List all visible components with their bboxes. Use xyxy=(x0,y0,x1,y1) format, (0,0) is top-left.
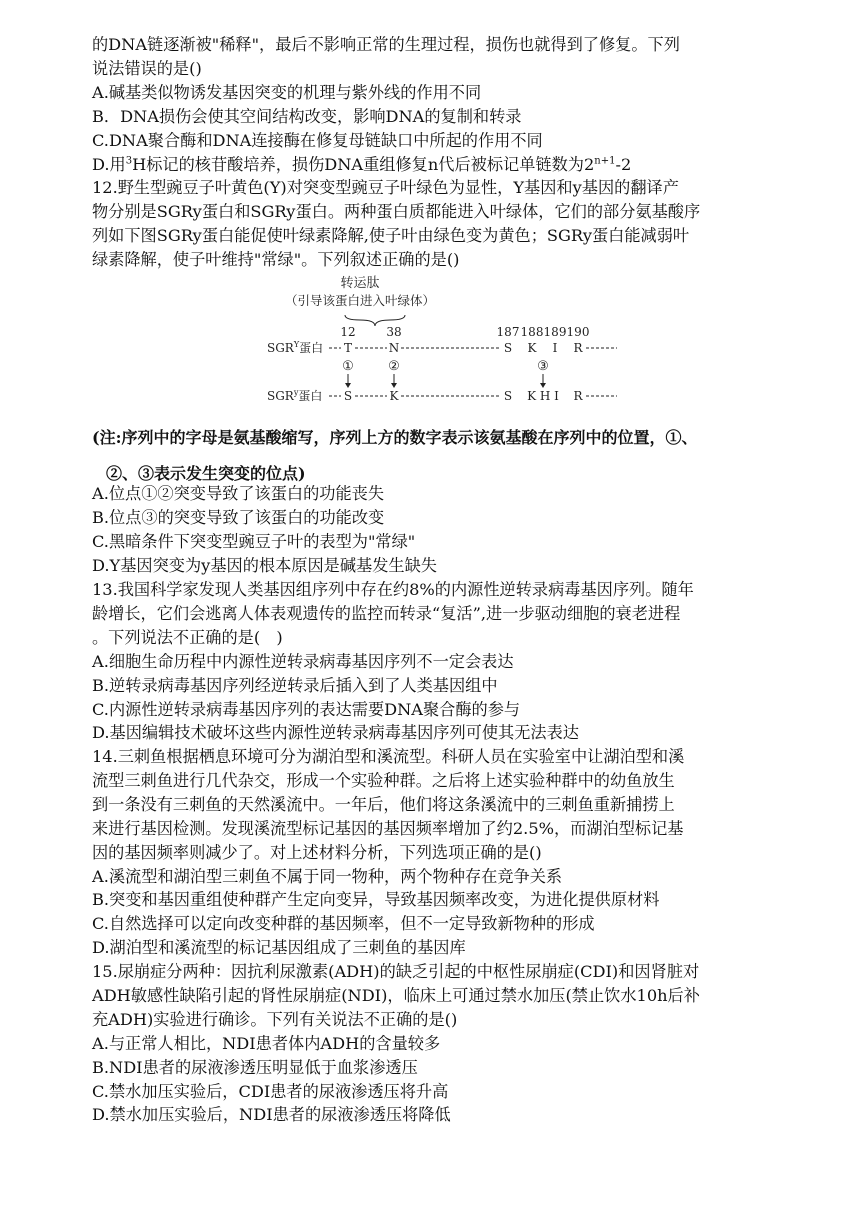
option-b: B.突变和基因重组使种群产生定向变异，导致基因频率改变，为进化提供原材料 xyxy=(92,890,660,910)
option-c: C.内源性逆转录病毒基因序列的表达需要DNA聚合酶的参与 xyxy=(92,699,521,719)
option-c: C.禁水加压实验后，CDI患者的尿液渗透压将升高 xyxy=(92,1081,449,1101)
arrow-head xyxy=(540,383,546,388)
text-line: 充ADH)实验进行确诊。下列有关说法不正确的是() xyxy=(92,1009,458,1029)
residue-T: T xyxy=(343,341,353,355)
option-d: D.Y基因突变为y基因的根本原因是碱基发生缺失 xyxy=(92,555,437,575)
position-12: 12 xyxy=(340,325,356,339)
peptide-title: 转运肽 xyxy=(340,276,380,291)
text-line: ADH敏感性缺陷引起的肾性尿崩症(NDI)，临床上可通过禁水加压(禁止饮水10h后补 xyxy=(92,985,700,1005)
position-189: 189 xyxy=(543,325,567,339)
note-line: (注:序列中的字母是氨基酸缩写，序列上方的数字表示该氨基酸在序列中的位置，①、 xyxy=(92,428,698,447)
protein-sequence-figure xyxy=(255,274,635,410)
position-38: 38 xyxy=(386,325,402,339)
option-a: A.位点①②突变导致了该蛋白的功能丧失 xyxy=(92,484,385,503)
option-d: D.用$^3$H标记的核苷酸培养，损伤DNA重组修复n代后被标记单链数为$2^{n+1}-2$ xyxy=(92,154,632,174)
mutation-mark-3: ③ xyxy=(537,359,549,374)
text-line: 。下列说法不正确的是( ) xyxy=(92,627,283,647)
option-b: B．DNA损伤会使其空间结构改变，影响DNA的复制和转录 xyxy=(92,106,522,126)
sgr-mutant-label: SGR$^y$蛋白 xyxy=(267,388,323,403)
option-b: B.逆转录病毒基因序列经逆转录后插入到了人类基因组中 xyxy=(92,675,498,695)
text-line: 绿素降解，使子叶维持"常绿"。下列叙述正确的是() xyxy=(92,250,460,270)
option-d: D.禁水加压实验后，NDI患者的尿液渗透压将降低 xyxy=(92,1105,451,1125)
option-d: D.湖泊型和溪流型的标记基因组成了三刺鱼的基因库 xyxy=(92,938,466,958)
option-d: D.基因编辑技术破坏这些内源性逆转录病毒基因序列可使其无法表达 xyxy=(92,723,579,743)
option-c: C.DNA聚合酶和DNA连接酶在修复母链缺口中所起的作用不同 xyxy=(92,130,543,150)
arrow-head xyxy=(391,383,397,388)
question-13-stem: 13.我国科学家发现人类基因组序列中存在约8%的内源性逆转录病毒基因序列。随年 xyxy=(92,580,694,599)
option-c: C.自然选择可以定向改变种群的基因频率，但不一定导致新物种的形成 xyxy=(92,914,595,934)
peptide-subtitle: （引导该蛋白进入叶绿体） xyxy=(284,293,436,308)
option-a: A.细胞生命历程中内源性逆转录病毒基因序列不一定会表达 xyxy=(92,651,514,671)
question-15-stem: 15.尿崩症分两种：因抗利尿激素(ADH)的缺乏引起的中枢性尿崩症(CDI)和因肾脏对 xyxy=(92,962,700,981)
text-line: 到一条没有三刺鱼的天然溪流中。一年后，他们将这条溪流中的三刺鱼重新捕捞上 xyxy=(92,794,675,814)
text-line: 流型三刺鱼进行几代杂交，形成一个实验种群。之后将上述实验种群中的幼鱼放生 xyxy=(92,770,675,790)
residue-R: R xyxy=(573,389,583,403)
residue-I: I xyxy=(552,341,558,355)
mutation-mark-1: ① xyxy=(342,359,354,374)
text-line: 说法错误的是() xyxy=(92,58,202,78)
text-line: 的DNA链逐渐被"稀释"，最后不影响正常的生理过程，损伤也就得到了修复。下列 xyxy=(92,35,680,54)
position-188: 188 xyxy=(520,325,544,339)
residue-S: S xyxy=(503,389,513,403)
question-12-stem: 12.野生型豌豆子叶黄色(Y)对突变型豌豆子叶绿色为显性，Y基因和y基因的翻译产 xyxy=(92,178,679,198)
note-line: ②、③表示发生突变的位点) xyxy=(106,464,306,483)
option-a: A.溪流型和湖泊型三刺鱼不属于同一物种，两个物种存在竞争关系 xyxy=(92,866,563,886)
question-11-tail xyxy=(92,33,792,272)
sgr-wild-label: $SGR^Y$蛋白 xyxy=(267,340,324,355)
text-line: 来进行基因检测。发现溪流型标记基因的基因频率增加了约2.5%，而湖泊型标记基 xyxy=(92,818,684,838)
question-12-options xyxy=(92,482,792,578)
residue-S: S xyxy=(503,341,513,355)
residues-KHI: K H I xyxy=(527,389,559,403)
option-b: B.位点③的突变导致了该蛋白的功能改变 xyxy=(92,507,385,527)
text-line: 物分别是SGRy蛋白和SGRy蛋白。两种蛋白质都能进入叶绿体，它们的部分氨基酸序 xyxy=(92,202,701,222)
residue-S: S xyxy=(343,389,353,403)
text-line: 列如下图SGRy蛋白能促使叶绿素降解,使子叶由绿色变为黄色；SGRy蛋白能减弱叶 xyxy=(92,226,690,246)
option-a: A.碱基类似物诱发基因突变的机理与紫外线的作用不同 xyxy=(92,82,482,102)
question-14-stem: 14.三刺鱼根据栖息环境可分为湖泊型和溪流型。科研人员在实验室中让湖泊型和溪 xyxy=(92,747,685,766)
residue-N: N xyxy=(388,341,400,355)
option-a: A.与正常人相比，NDI患者体内ADH的含量较多 xyxy=(92,1033,441,1053)
question-14 xyxy=(92,745,792,960)
residue-R: R xyxy=(573,341,583,355)
text-line: 因的基因频率则减少了。对上述材料分析，下列选项正确的是() xyxy=(92,842,542,862)
residue-K: K xyxy=(527,341,537,355)
arrow-head xyxy=(345,383,351,388)
option-c: C.黑暗条件下突变型豌豆子叶的表型为"常绿" xyxy=(92,531,416,551)
mutation-mark-2: ② xyxy=(388,359,400,374)
question-15 xyxy=(92,960,792,1127)
position-190: 190 xyxy=(566,325,590,339)
question-13 xyxy=(92,578,792,745)
text-line: 龄增长，它们会逃离人体表观遗传的监控而转录“复活”,进一步驱动细胞的衰老进程 xyxy=(92,603,681,623)
residue-K: K xyxy=(389,389,399,403)
option-b: B.NDI患者的尿液渗透压明显低于血浆渗透压 xyxy=(92,1057,418,1077)
position-187: 187 xyxy=(496,325,520,339)
